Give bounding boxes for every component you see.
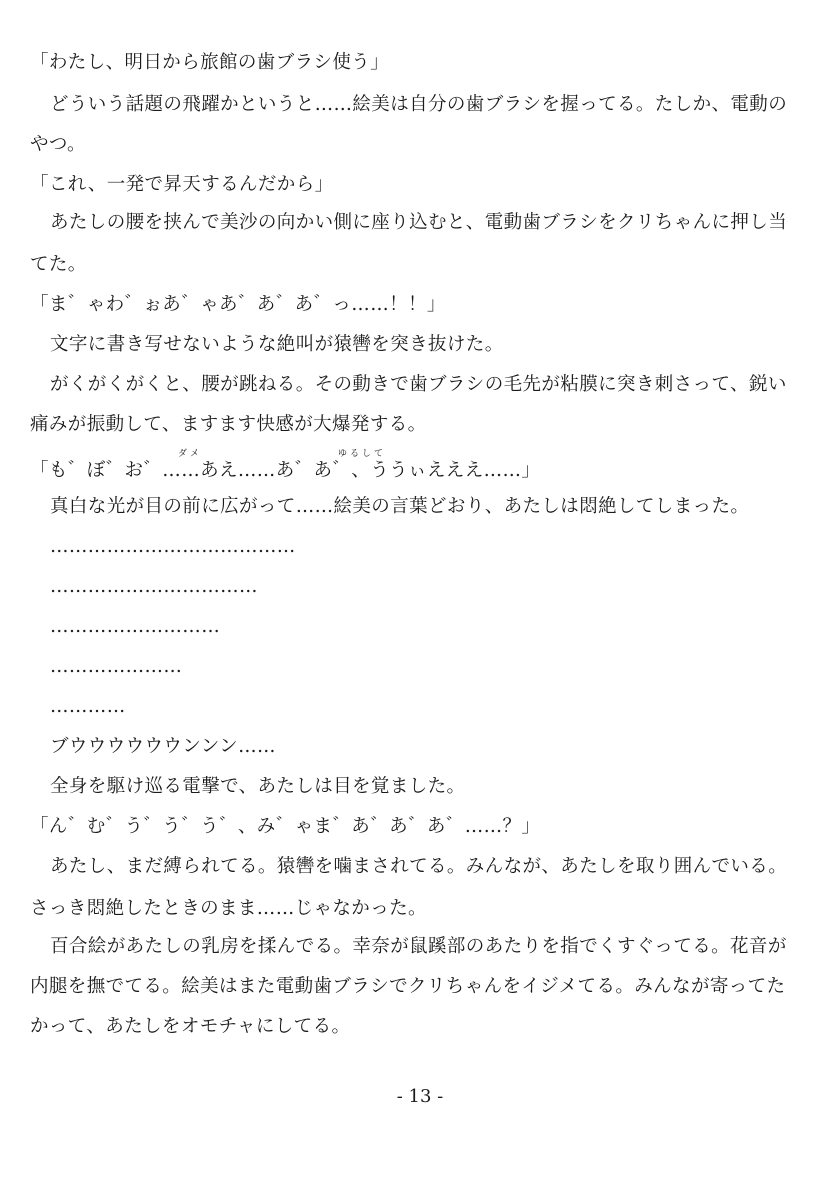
text-line: 「も゛ぼ゛お゛……あえ……あ゛あ゛、ううぃえええ……」 <box>30 460 541 481</box>
text-line: 百合絵があたしの乳房を揉んでる。幸奈が鼠蹊部のあたりを指でくすぐってる。花音が <box>50 936 787 957</box>
page-number: - 13 - <box>396 1086 444 1107</box>
text-line: さっき悶絶したときのまま……じゃなかった。 <box>30 898 427 919</box>
text-line: てた。 <box>30 254 87 275</box>
ellipsis-line: ………………… <box>50 656 183 677</box>
text-line: 痛みが振動して、ますます快感が大爆発する。 <box>30 414 427 435</box>
ellipsis-line: ………………………………… <box>50 536 296 557</box>
text-line: 「これ、一発で昇天するんだから」 <box>30 174 334 195</box>
text-line: あたしの腰を挟んで美沙の向かい側に座り込むと、電動歯ブラシをクリちゃんに押し当 <box>50 212 788 233</box>
text-line: 内腿を撫でてる。絵美はまた電動歯ブラシでクリちゃんをイジメてる。みんなが寄ってた <box>30 976 786 997</box>
text-line: どういう話題の飛躍かというと……絵美は自分の歯ブラシを握ってる。たしか、電動の <box>50 94 788 115</box>
text-line: 「わたし、明日から旅館の歯ブラシ使う」 <box>30 52 390 73</box>
text-line: 文字に書き写せないような絶叫が猿轡を突き抜けた。 <box>50 334 504 355</box>
ellipsis-line: ……………………… <box>50 616 221 637</box>
ellipsis-line: …………………………… <box>50 576 258 597</box>
text-line: ブウウウウウウンンン…… <box>50 736 276 757</box>
ruby-annotation: ダメ <box>178 449 203 459</box>
text-line: 真白な光が目の前に広がって……絵美の言葉どおり、あたしは悶絶してしまった。 <box>50 496 750 517</box>
text-line: あたし、まだ縛られてる。猿轡を噛まされてる。みんなが、あたしを取り囲んでいる。 <box>50 856 788 877</box>
text-line: 「ん゛む゛う゛う゛う゛、み゛ゃま゛あ゛あ゛あ゛……？」 <box>30 816 541 837</box>
text-line: やつ。 <box>30 134 86 155</box>
text-line: がくがくがくと、腰が跳ねる。その動きで歯ブラシの毛先が粘膜に突き刺さって、鋭い <box>50 374 787 395</box>
ellipsis-line: ………… <box>50 696 126 717</box>
ruby-annotation: ゆるして <box>338 449 387 459</box>
text-line: かって、あたしをオモチャにしてる。 <box>30 1016 351 1037</box>
text-line: 全身を駆け巡る電撃で、あたしは目を覚ました。 <box>50 776 466 797</box>
text-line: 「ま゛ゃわ゛ぉあ゛ゃあ゛あ゛あ゛っ……！！」 <box>30 294 446 315</box>
